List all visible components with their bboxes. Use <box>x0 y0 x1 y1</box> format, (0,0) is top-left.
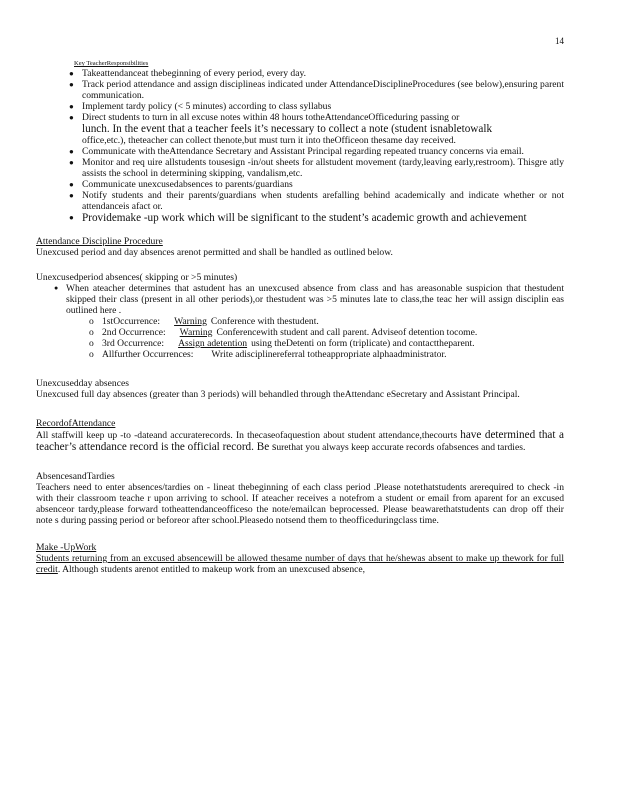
key-responsibilities-list <box>36 68 564 224</box>
occurrence-label: 2nd Occurrence: <box>102 327 166 338</box>
unexcused-period-bullet-text: When ateacher determines that astudent has an unexcused absence from class and has areasonable suspicion that thestudent skipped their class (present in all other periods),or thestudent was >5 minutes late to class,the teac her will assign disciplin eas outlined here . <box>66 283 564 316</box>
occurrence-item <box>102 349 564 360</box>
key-item: ● Communicate with theAttendance Secretary and Assistant Principal regarding repeated truancy concerns via email. <box>82 146 564 157</box>
record-text <box>36 429 564 453</box>
absences-tardies-heading: AbsencesandTardies <box>36 471 115 482</box>
occurrence-list <box>66 316 564 360</box>
occurrence-item <box>102 316 564 327</box>
makeup-text-rest: . Although students arenot entitled to makeup work from an unexcused absence, <box>57 564 366 575</box>
page-number: 14 <box>555 36 564 46</box>
occurrence-rest: Conference with thestudent. <box>210 316 319 327</box>
key-item: ● Notify students and their parents/guardians when students arefalling behind academically and indicate whether or not attendanceis afact or. <box>82 190 564 212</box>
occurrence-action: Assign adetention <box>178 338 248 349</box>
attendance-procedure-heading: Attendance Discipline Procedure <box>36 236 163 247</box>
occurrence-label: 1stOccurrence: <box>102 316 161 327</box>
unexcused-day-text: Unexcused full day absences (greater than 3 periods) will behandled through theAttendanc eSecretary and Assistant Principal. <box>36 389 520 400</box>
unexcused-period-bullet <box>66 283 564 360</box>
key-item: ● Providemake -up work which will be significant to the student’s academic growth and achievement <box>82 212 564 224</box>
document-page <box>36 60 564 575</box>
absences-tardies-section <box>36 471 564 526</box>
occurrence-rest: Conferencewith student and call parent. Adviseof detention tocome. <box>216 327 478 338</box>
occurrence-item <box>102 338 564 349</box>
key-item: ● Track period attendance and assign disciplineas indicated under AttendanceDisciplineProcedures (see below),ensuring parent communication. <box>82 79 564 101</box>
key-item: ● Implement tardy policy (< 5 minutes) according to class syllabus <box>82 101 564 112</box>
key-item: ● Monitor and req uire allstudents tousesign -in/out sheets for allstudent movement (tardy,leaving early,restroom). Thisgre atly assists the school in determining skipping, vandalism,etc. <box>82 157 564 179</box>
occurrence-action: Warning <box>179 327 213 338</box>
unexcused-period-section <box>36 272 564 360</box>
occurrence-label: 3rd Occurrence: <box>102 338 165 349</box>
key-item: office,etc.), theteacher can collect thenote,but must turn it into theOfficeon thesame day received. <box>82 135 456 146</box>
key-responsibilities-title: Key TeacherResponsibilities <box>74 60 149 67</box>
makeup-section <box>36 542 564 575</box>
makeup-text-underlined: Students returning from an excused absencewill be allowed thesame number of days that he/shewas absent to make up thework for full credit <box>36 553 564 575</box>
makeup-text <box>36 553 564 575</box>
occurrence-rest: using theDetenti on form (triplicate) and contacttheparent. <box>251 338 475 349</box>
record-text-line1: All staffwill keep up -to -dateand accuraterecords. In thecaseofaquestion about student attendance,thecourts <box>36 430 458 441</box>
key-item: ● Takeattendanceat thebeginning of every period, every day. <box>82 68 564 79</box>
record-text-large: have determined that a teacher’s attendance record is the official record. Be s <box>36 429 564 453</box>
unexcused-day-section <box>36 378 564 400</box>
occurrence-label: Allfurther Occurrences: <box>102 349 194 360</box>
key-item: ● Communicate unexcusedabsences to parents/guardians <box>82 179 564 190</box>
attendance-procedure-text: Unexcused period and day absences arenot permitted and shall be handled as outlined below. <box>36 247 393 258</box>
key-item: ● Direct students to turn in all excuse notes within 48 hours totheAttendanceOfficeduring passing or <box>82 112 564 123</box>
attendance-procedure-section <box>36 236 564 258</box>
record-section <box>36 418 564 453</box>
unexcused-period-heading: Unexcusedperiod absences( skipping or >5 minutes) <box>36 272 238 283</box>
occurrence-rest: Write adisciplinereferral totheappropriate alphaadministrator. <box>211 349 447 360</box>
occurrence-item <box>102 327 564 338</box>
record-text-line2: urethat you always keep accurate records ofabsences and tardies. <box>276 442 526 453</box>
makeup-heading: Make -UpWork <box>36 542 97 553</box>
unexcused-day-heading: Unexcusedday absences <box>36 378 129 389</box>
key-item: lunch. In the event that a teacher feels it’s necessary to collect a note (student isnabletowalk <box>82 123 493 135</box>
absences-tardies-text: Teachers need to enter absences/tardies on - lineat thebeginning of each class period .Please notethatstudents arerequired to check -in with their classroom teache r upon arriving to school. If ateacher receives a notefrom a student or email from aparent for an excused absenceor tardy,please forward totheattendanceofficeso the note/emailcan beprocessed. Please beawarethatstudents can drop off their note s during passing period or beforeor after school.Pleasedo notsend them to theofficeduringclass time. <box>36 482 564 526</box>
occurrence-action: Warning <box>174 316 207 327</box>
record-heading: RecordofAttendance <box>36 418 116 429</box>
